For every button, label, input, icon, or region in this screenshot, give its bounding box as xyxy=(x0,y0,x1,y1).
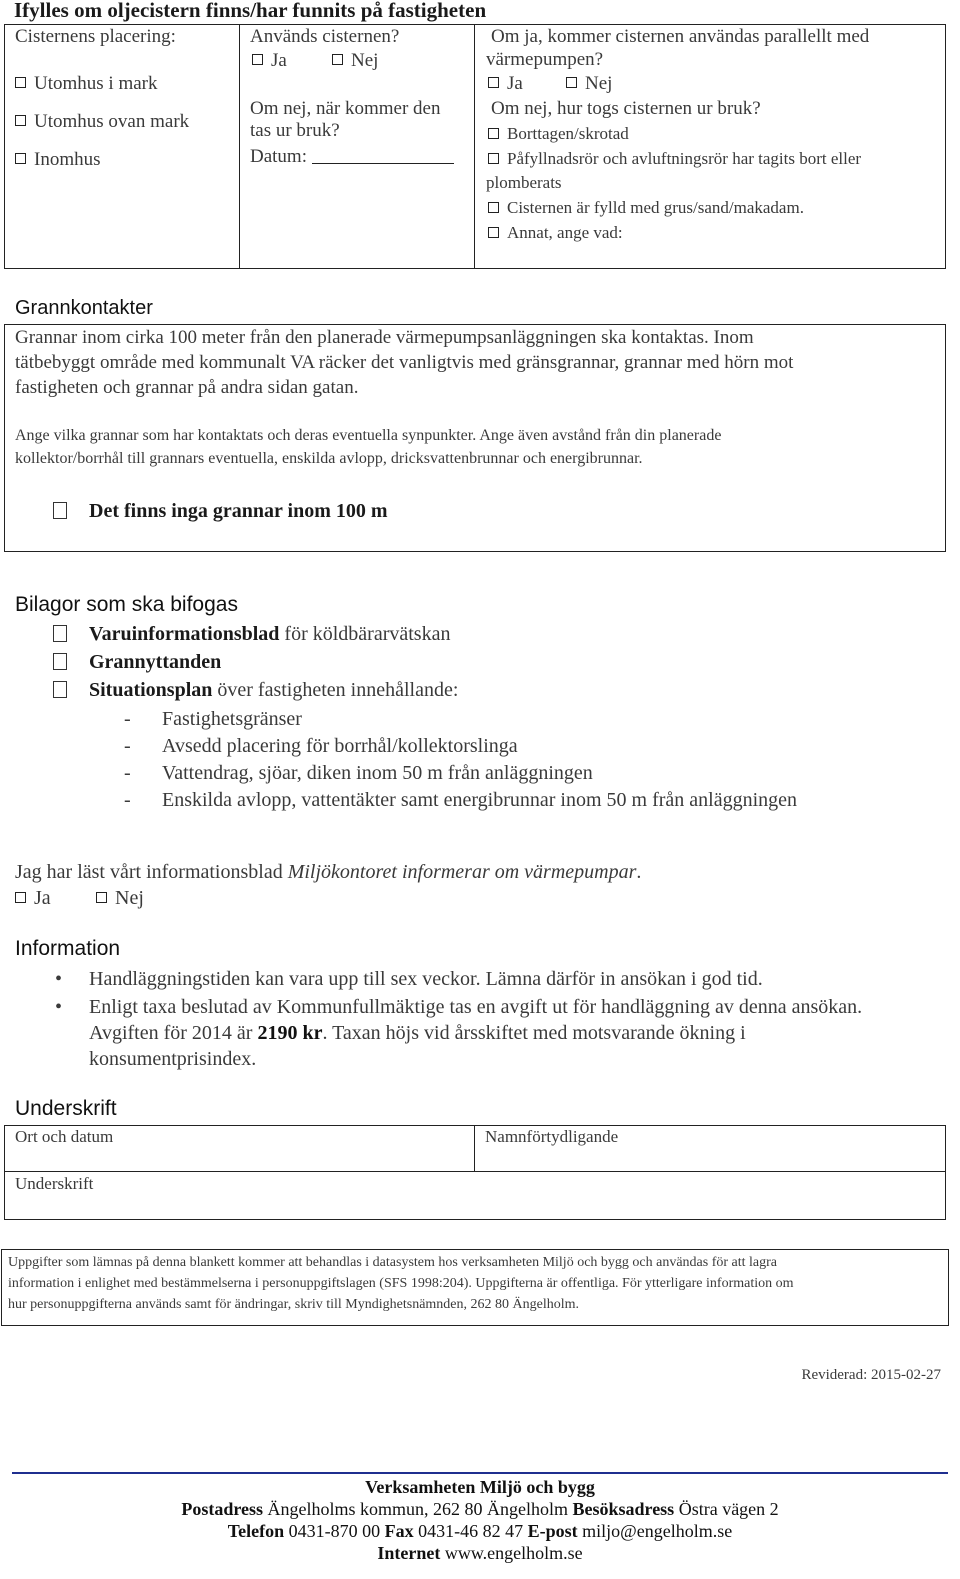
attachments-title: Bilagor som ska bifogas xyxy=(15,593,238,616)
opt-other[interactable] xyxy=(488,223,623,243)
sub-item-label: Enskilda avlopp, vattentäkter samt energibrunnar inom 50 m från anläggningen xyxy=(162,789,798,811)
parallel-question-line2: värmepumpen? xyxy=(486,49,604,70)
read-statement xyxy=(15,861,641,884)
checkbox[interactable] xyxy=(96,892,107,903)
info-bullet-1: • Handläggningstiden kan vara upp till sex veckor. Lämna därför in ansökan i god tid. xyxy=(89,968,763,991)
signature-field[interactable]: Underskrift xyxy=(15,1174,94,1193)
fee-amount: 2190 kr xyxy=(257,1022,323,1044)
name-clarification-field[interactable]: Namnförtydligande xyxy=(485,1127,619,1146)
opt-pipes-line2: plomberats xyxy=(486,173,562,192)
date-label: Datum: xyxy=(250,146,307,167)
dash: - xyxy=(124,789,131,811)
cistern-table xyxy=(4,24,946,269)
option-label: Cisternen är fylld med grus/sand/makadam. xyxy=(507,198,804,217)
neighbors-para2-line1: Ange vilka grannar som har kontaktats och deras eventuella synpunkter. Ange även avstånd från din planerade xyxy=(15,427,722,444)
in-use-nej[interactable] xyxy=(332,50,378,72)
neighbors-para1-line3: fastigheten och grannar på andra sidan gatan. xyxy=(15,377,359,398)
fee-post: . Taxan höjs vid årsskiftet med motsvarande ökning i xyxy=(322,1022,746,1044)
sub-item-label: Fastighetsgränser xyxy=(162,708,302,730)
read-period: . xyxy=(636,861,642,883)
opt-filled[interactable] xyxy=(488,198,804,218)
item-bold: Varuinformationsblad xyxy=(89,623,280,645)
parallel-nej[interactable] xyxy=(566,73,612,95)
item-rest: för köldbärarvätskan xyxy=(279,623,451,645)
neighbors-para2-line2: kollektor/borrhål till grannars eventuella, enskilda avlopp, dricksvattenbrunnar och energibrunnar. xyxy=(15,450,643,467)
checkbox[interactable] xyxy=(488,202,499,213)
option-label: Borttagen/skrotad xyxy=(507,124,629,143)
checkbox[interactable] xyxy=(332,54,343,65)
checkbox[interactable] xyxy=(488,128,499,139)
privacy-line-3: hur personuppgifterna används samt för ändringar, skriv till Myndighetsnämnden, 262 80 Ängelholm. xyxy=(8,1297,579,1312)
attachment-item-1[interactable] xyxy=(53,623,450,646)
nej-label: Nej xyxy=(585,73,613,94)
sub-item-4 xyxy=(124,789,797,812)
fax-label: Fax xyxy=(384,1521,414,1541)
no-neighbors-option[interactable] xyxy=(53,500,388,523)
item-rest: över fastigheten innehållande: xyxy=(212,679,459,701)
attachment-item-3[interactable] xyxy=(53,679,458,702)
checkbox[interactable] xyxy=(53,681,67,698)
signature-row-divider xyxy=(4,1171,946,1172)
visit-value: Östra vägen 2 xyxy=(674,1499,779,1519)
sub-item-1 xyxy=(124,708,302,731)
privacy-line-1: Uppgifter som lämnas på denna blankett kommer att behandlas i datasystem hos verksamheten Miljö och bygg och användas för att lagra xyxy=(8,1255,778,1270)
read-text: Jag har läst vårt informationsblad xyxy=(15,861,288,883)
option-outdoor-ground[interactable] xyxy=(15,73,158,95)
phone-label: Telefon xyxy=(227,1521,285,1541)
checkbox[interactable] xyxy=(488,227,499,238)
attachment-item-2[interactable] xyxy=(53,651,221,674)
in-use-ja[interactable] xyxy=(252,50,287,72)
phone-value: 0431-870 00 xyxy=(284,1521,385,1541)
removal-question-line2: tas ur bruk? xyxy=(250,120,340,141)
cistern-col-divider-1 xyxy=(239,24,240,269)
email-link[interactable]: miljo@engelholm.se xyxy=(577,1521,733,1541)
read-ja[interactable] xyxy=(15,887,51,910)
checkbox[interactable] xyxy=(566,77,577,88)
sub-item-2 xyxy=(124,735,518,758)
item-bold: Grannyttanden xyxy=(89,651,222,673)
option-label: Annat, ange vad: xyxy=(507,223,623,242)
checkbox[interactable] xyxy=(15,153,26,164)
footer xyxy=(0,1476,960,1564)
option-label: Inomhus xyxy=(34,149,101,170)
opt-removed[interactable] xyxy=(488,124,629,144)
info-bullet-2-line3: konsumentprisindex. xyxy=(89,1048,257,1070)
placement-label: Cisternens placering: xyxy=(15,26,176,47)
option-label: Utomhus ovan mark xyxy=(34,111,190,132)
web-link[interactable]: www.engelholm.se xyxy=(440,1543,583,1563)
web-label: Internet xyxy=(377,1543,441,1563)
signature-table xyxy=(4,1125,946,1220)
option-indoor[interactable] xyxy=(15,149,101,171)
nej-label: Nej xyxy=(115,887,144,909)
ja-label: Ja xyxy=(271,50,287,71)
email-label: E-post xyxy=(527,1521,578,1541)
fee-pre: Avgiften för 2014 är xyxy=(89,1022,258,1044)
place-date-field[interactable]: Ort och datum xyxy=(15,1127,114,1146)
signature-col-divider xyxy=(474,1125,475,1171)
revised-date: Reviderad: 2015-02-27 xyxy=(801,1367,941,1383)
visit-label: Besöksadress xyxy=(572,1499,675,1519)
read-nej[interactable] xyxy=(96,887,144,910)
date-field[interactable] xyxy=(312,163,454,164)
cistern-col-divider-2 xyxy=(474,24,475,269)
neighbors-title: Grannkontakter xyxy=(15,297,153,319)
footer-address-line xyxy=(0,1498,960,1520)
neighbors-para1-line2: tätbebyggt område med kommunalt VA räcker det vanligtvis med gränsgrannar, grannar med hörn mot xyxy=(15,352,794,373)
checkbox[interactable] xyxy=(488,77,499,88)
checkbox[interactable] xyxy=(53,625,67,642)
footer-rule xyxy=(12,1472,948,1474)
how-question: Om nej, hur togs cisternen ur bruk? xyxy=(491,98,761,119)
opt-pipes[interactable] xyxy=(488,149,861,169)
option-outdoor-above[interactable] xyxy=(15,111,189,133)
checkbox[interactable] xyxy=(15,115,26,126)
checkbox[interactable] xyxy=(53,653,67,670)
item-bold: Situationsplan xyxy=(89,679,213,701)
sub-item-3 xyxy=(124,762,593,785)
read-italic-title: Miljökontoret informerar om värmepumpar xyxy=(287,861,637,883)
nej-label: Nej xyxy=(351,50,379,71)
ja-label: Ja xyxy=(507,73,523,94)
footer-web-line xyxy=(0,1542,960,1564)
info-bullet-2-line1: • Enligt taxa beslutad av Kommunfullmäktige tas en avgift ut för handläggning av denna ansökan. xyxy=(89,996,862,1019)
footer-org-name: Verksamheten Miljö och bygg xyxy=(365,1477,595,1497)
footer-org xyxy=(0,1476,960,1498)
parallel-question-line1: Om ja, kommer cisternen användas parallellt med xyxy=(491,26,870,47)
sub-item-label: Avsedd placering för borrhål/kollektorslinga xyxy=(162,735,518,757)
postal-label: Postadress xyxy=(181,1499,263,1519)
checkbox[interactable] xyxy=(53,502,67,519)
neighbors-para1-line1: Grannar inom cirka 100 meter från den planerade värmepumpsanläggningen ska kontaktas. Inom xyxy=(15,327,754,348)
fax-value: 0431-46 82 47 xyxy=(413,1521,528,1541)
in-use-question: Används cisternen? xyxy=(250,26,400,47)
checkbox[interactable] xyxy=(252,54,263,65)
checkbox[interactable] xyxy=(488,153,499,164)
option-label: Det finns inga grannar inom 100 m xyxy=(89,500,388,522)
dash: - xyxy=(124,762,131,784)
option-label: Utomhus i mark xyxy=(34,73,158,94)
sub-item-label: Vattendrag, sjöar, diken inom 50 m från anläggningen xyxy=(162,762,593,784)
footer-contact-line xyxy=(0,1520,960,1542)
parallel-ja[interactable] xyxy=(488,73,523,95)
removal-question-line1: Om nej, när kommer den xyxy=(250,98,441,119)
option-label: Påfyllnadsrör och avluftningsrör har tagits bort eller xyxy=(507,149,862,168)
cistern-section-title: Ifylles om oljecistern finns/har funnits på fastigheten xyxy=(14,0,487,22)
privacy-line-2: information i enlighet med bestämmelserna i personuppgiftslagen (SFS 1998:204). Uppgifterna är offentliga. För ytterligare information om xyxy=(8,1276,794,1291)
ja-label: Ja xyxy=(34,887,51,909)
signature-title: Underskrift xyxy=(15,1097,117,1120)
dash: - xyxy=(124,735,131,757)
postal-value: Ängelholms kommun, 262 80 Ängelholm xyxy=(263,1499,573,1519)
info-bullet-2-line2 xyxy=(89,1022,746,1045)
checkbox[interactable] xyxy=(15,892,26,903)
dash: - xyxy=(124,708,131,730)
checkbox[interactable] xyxy=(15,77,26,88)
information-title: Information xyxy=(15,937,121,960)
